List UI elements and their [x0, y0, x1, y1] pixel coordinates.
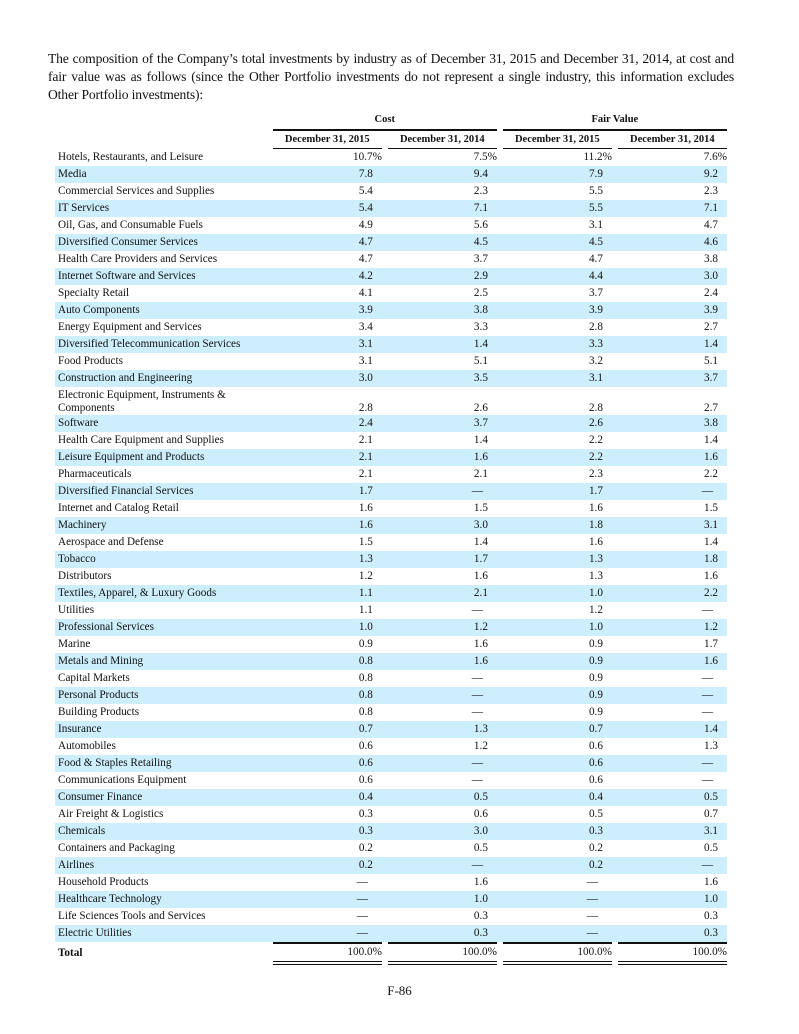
value-fv-2014: —	[618, 483, 727, 500]
value-fv-2014: 0.3	[618, 925, 727, 942]
value-fv-2014: 2.7	[704, 321, 718, 333]
table-row	[55, 585, 727, 602]
value-cost-2015: 4.9	[358, 219, 373, 231]
value-fv-2014: —	[618, 857, 727, 874]
table-row	[55, 891, 727, 908]
value-cost-2015: 2.4	[273, 415, 382, 432]
value-cost-2015: 1.3	[273, 551, 382, 568]
value-cost-2015: 1.6	[273, 517, 382, 534]
table-row	[55, 483, 727, 500]
table-row	[55, 166, 727, 183]
table-row	[55, 908, 727, 925]
industry-label: Chemicals	[55, 823, 273, 840]
value-fv-2014: 7.6%	[703, 151, 727, 163]
value-fv-2014: —	[701, 706, 713, 718]
industry-label: Machinery	[55, 517, 273, 534]
value-cost-2015: 1.1	[273, 585, 382, 602]
industry-label: Health Care Equipment and Supplies	[58, 434, 224, 446]
value-cost-2014: 9.4	[388, 166, 497, 183]
table-row	[55, 653, 727, 670]
industry-label: Software	[55, 415, 273, 432]
value-cost-2014: 1.6	[473, 876, 488, 888]
value-fv-2014: 2.3	[704, 185, 718, 197]
value-fv-2015: 1.0	[503, 619, 612, 636]
value-fv-2014: 3.7	[618, 370, 727, 387]
table-row	[55, 370, 727, 387]
value-fv-2014: 1.4	[704, 434, 718, 446]
value-cost-2014: 1.6	[473, 638, 488, 650]
industry-label: Internet and Catalog Retail	[58, 502, 179, 514]
value-cost-2015: 4.1	[358, 287, 373, 299]
table-row	[55, 302, 727, 319]
value-cost-2015: 1.6	[358, 502, 373, 514]
value-cost-2015: 3.9	[273, 302, 382, 319]
table-row	[55, 636, 727, 653]
value-fv-2015: 3.2	[588, 355, 603, 367]
table-row	[55, 319, 727, 336]
column-header-fv-2014: December 31, 2014	[618, 131, 727, 149]
value-fv-2015: 2.8	[588, 321, 603, 333]
value-fv-2015: 0.3	[503, 823, 612, 840]
value-fv-2015: 2.3	[588, 468, 603, 480]
table-row	[55, 234, 727, 251]
value-cost-2015: 5.4	[273, 200, 382, 217]
value-cost-2015: 0.9	[358, 638, 373, 650]
value-cost-2014: —	[471, 774, 483, 786]
value-cost-2014: —	[471, 672, 483, 684]
industry-label: Household Products	[58, 876, 149, 888]
value-fv-2015: 0.9	[503, 687, 612, 704]
value-fv-2014: 4.6	[618, 234, 727, 251]
total-row	[55, 942, 727, 965]
value-fv-2014: 0.7	[704, 808, 718, 820]
table-row	[55, 449, 727, 466]
table-row	[55, 500, 727, 517]
table-row	[55, 251, 727, 268]
value-fv-2014: 1.4	[618, 336, 727, 353]
industry-label: Metals and Mining	[55, 653, 273, 670]
value-fv-2015: —	[503, 891, 612, 908]
value-fv-2014: —	[618, 755, 727, 772]
value-cost-2015: 1.1	[358, 604, 373, 616]
table-row	[55, 925, 727, 942]
table-row	[55, 534, 727, 551]
value-fv-2015: 1.6	[588, 502, 603, 514]
value-cost-2014: 7.5%	[473, 151, 497, 163]
value-fv-2014: 3.9	[618, 302, 727, 319]
value-cost-2014: 1.4	[473, 434, 488, 446]
value-fv-2014: 9.2	[618, 166, 727, 183]
value-fv-2014: 1.6	[704, 876, 718, 888]
industry-label: Capital Markets	[58, 672, 130, 684]
value-cost-2015: 2.1	[273, 449, 382, 466]
value-cost-2015: 0.2	[358, 842, 373, 854]
value-cost-2015: —	[356, 876, 368, 888]
value-fv-2015: —	[503, 925, 612, 942]
value-fv-2014: 2.2	[618, 585, 727, 602]
value-cost-2015: 0.6	[358, 740, 373, 752]
value-fv-2015: 1.7	[503, 483, 612, 500]
industry-label: Personal Products	[55, 687, 273, 704]
value-fv-2015: 0.4	[503, 789, 612, 806]
value-cost-2014: —	[471, 604, 483, 616]
value-fv-2014: 1.5	[704, 502, 718, 514]
column-header-cost-2014: December 31, 2014	[388, 131, 497, 149]
industry-label: Media	[55, 166, 273, 183]
value-cost-2015: 0.3	[273, 823, 382, 840]
industry-label: Building Products	[58, 706, 140, 718]
value-cost-2015: 2.1	[358, 468, 373, 480]
value-fv-2015: 2.6	[503, 415, 612, 432]
value-cost-2015: 5.4	[358, 185, 373, 197]
value-cost-2015: 0.4	[273, 789, 382, 806]
value-cost-2014: 1.3	[388, 721, 497, 738]
value-cost-2015: —	[273, 891, 382, 908]
value-fv-2015: 0.5	[588, 808, 603, 820]
value-cost-2015: —	[356, 910, 368, 922]
value-fv-2014: 3.0	[618, 268, 727, 285]
value-cost-2015: 1.7	[273, 483, 382, 500]
value-cost-2015: 0.8	[273, 653, 382, 670]
value-fv-2015: 0.9	[588, 672, 603, 684]
value-cost-2015: 0.7	[273, 721, 382, 738]
group-header-cost	[273, 111, 497, 128]
value-fv-2015: 1.6	[588, 536, 603, 548]
value-cost-2014: 2.1	[388, 585, 497, 602]
value-cost-2014: 1.6	[473, 570, 488, 582]
value-fv-2014: 1.6	[704, 570, 718, 582]
value-fv-2015: 0.6	[588, 740, 603, 752]
value-fv-2015: 5.5	[588, 185, 603, 197]
value-fv-2014: 2.2	[704, 468, 718, 480]
table-row	[55, 568, 727, 585]
value-fv-2014: 1.3	[704, 740, 718, 752]
value-cost-2015: 0.8	[358, 706, 373, 718]
table-row	[55, 217, 727, 234]
value-fv-2014: —	[701, 672, 713, 684]
value-cost-2015: 1.0	[273, 619, 382, 636]
value-fv-2015: 3.3	[503, 336, 612, 353]
table-body	[55, 149, 727, 942]
value-fv-2015: 0.2	[588, 842, 603, 854]
value-fv-2015: 7.9	[503, 166, 612, 183]
table-row	[55, 432, 727, 449]
value-fv-2015: 0.9	[588, 638, 603, 650]
value-cost-2014: —	[388, 687, 497, 704]
value-cost-2014: 5.6	[473, 219, 488, 231]
value-cost-2014: 3.5	[388, 370, 497, 387]
value-cost-2014: 1.6	[388, 653, 497, 670]
value-cost-2014: 3.0	[388, 517, 497, 534]
value-fv-2014: 5.1	[704, 355, 718, 367]
group-header-fair-value	[503, 111, 727, 128]
value-fv-2014: 1.0	[618, 891, 727, 908]
value-cost-2015: 10.7%	[352, 151, 382, 163]
value-cost-2014: 7.1	[388, 200, 497, 217]
value-fv-2015: 4.5	[503, 234, 612, 251]
value-fv-2015: —	[586, 876, 598, 888]
group-header-cost-label: Cost	[374, 114, 395, 125]
value-cost-2015: —	[273, 925, 382, 942]
value-cost-2015: 2.8	[358, 402, 373, 414]
value-cost-2014: 2.1	[473, 468, 488, 480]
value-cost-2014: 0.3	[473, 910, 488, 922]
value-cost-2015: 7.8	[273, 166, 382, 183]
value-cost-2014: —	[388, 857, 497, 874]
total-cost-2015: 100.0%	[273, 942, 382, 965]
table-row	[55, 755, 727, 772]
value-cost-2014: 3.7	[473, 253, 488, 265]
value-cost-2015: 0.8	[358, 672, 373, 684]
value-cost-2014: 1.6	[388, 449, 497, 466]
value-cost-2015: 4.2	[273, 268, 382, 285]
value-fv-2014: —	[701, 604, 713, 616]
industry-label: Hotels, Restaurants, and Leisure	[58, 151, 204, 163]
value-cost-2014: 5.1	[473, 355, 488, 367]
value-cost-2014: 3.8	[388, 302, 497, 319]
industry-label: Utilities	[58, 604, 95, 616]
industry-label: Air Freight & Logistics	[58, 808, 164, 820]
industry-label: Specialty Retail	[58, 287, 130, 299]
value-fv-2015: 2.2	[503, 449, 612, 466]
value-fv-2014: 3.8	[704, 253, 718, 265]
industry-label: Aerospace and Defense	[58, 536, 164, 548]
industry-label: Oil, Gas, and Consumable Fuels	[58, 219, 203, 231]
intro-paragraph: The composition of the Company’s total investments by industry as of December 31, 2015 and December 31, 2014, at cost and fair value was as follows (since the Other Portfolio investments do not represent a single industry, this information excludes Other Portfolio investments):	[48, 51, 734, 102]
value-cost-2015: 0.6	[358, 774, 373, 786]
value-cost-2014: 1.0	[388, 891, 497, 908]
table-row	[55, 353, 727, 370]
industry-label: Food Products	[58, 355, 123, 367]
value-cost-2014: 3.3	[473, 321, 488, 333]
value-fv-2014: 4.7	[704, 219, 718, 231]
value-fv-2015: 2.2	[588, 434, 603, 446]
table-row	[55, 840, 727, 857]
value-fv-2015: 3.9	[503, 302, 612, 319]
investments-by-industry-table	[55, 111, 727, 965]
table-row	[55, 619, 727, 636]
value-fv-2014: 2.4	[704, 287, 718, 299]
total-cost-2014: 100.0%	[388, 942, 497, 965]
table-row	[55, 721, 727, 738]
value-fv-2014: 1.7	[704, 638, 718, 650]
value-fv-2015: 3.7	[588, 287, 603, 299]
table-row	[55, 772, 727, 789]
table-row	[55, 704, 727, 721]
industry-label: Insurance	[55, 721, 273, 738]
value-fv-2015: 1.0	[503, 585, 612, 602]
value-fv-2015: 0.6	[588, 774, 603, 786]
value-cost-2015: 3.1	[358, 355, 373, 367]
industry-label: Diversified Financial Services	[55, 483, 273, 500]
table-row	[55, 517, 727, 534]
value-fv-2015: 0.9	[588, 706, 603, 718]
value-fv-2015: 0.2	[503, 857, 612, 874]
value-fv-2015: 5.5	[503, 200, 612, 217]
industry-label: Pharmaceuticals	[58, 468, 132, 480]
value-cost-2014: 0.6	[473, 808, 488, 820]
value-fv-2014: 2.7	[704, 402, 718, 414]
value-fv-2015: 11.2%	[583, 151, 612, 163]
value-cost-2014: 3.0	[388, 823, 497, 840]
value-cost-2014: 1.4	[388, 336, 497, 353]
value-fv-2014: 1.2	[618, 619, 727, 636]
value-cost-2014: —	[471, 706, 483, 718]
value-fv-2014: 3.8	[618, 415, 727, 432]
value-cost-2015: 1.5	[358, 536, 373, 548]
industry-label: Marine	[58, 638, 91, 650]
value-fv-2014: 1.4	[704, 536, 718, 548]
value-fv-2014: —	[618, 687, 727, 704]
industry-label: Textiles, Apparel, & Luxury Goods	[55, 585, 273, 602]
value-cost-2015: 3.1	[273, 336, 382, 353]
industry-label: Leisure Equipment and Products	[55, 449, 273, 466]
value-fv-2014: 3.1	[618, 517, 727, 534]
value-cost-2014: 1.5	[473, 502, 488, 514]
value-cost-2015: 0.8	[273, 687, 382, 704]
column-header-industry	[55, 131, 273, 149]
page-number: F-86	[387, 983, 412, 998]
table-row	[55, 874, 727, 891]
industry-label: Internet Software and Services	[55, 268, 273, 285]
value-cost-2014: 3.7	[388, 415, 497, 432]
value-cost-2014: 2.3	[473, 185, 488, 197]
industry-label: Distributors	[58, 570, 112, 582]
table-row	[55, 670, 727, 687]
industry-label: Health Care Providers and Services	[58, 253, 218, 265]
industry-label: Tobacco	[55, 551, 273, 568]
industry-label: Consumer Finance	[55, 789, 273, 806]
value-fv-2015: 3.1	[588, 219, 603, 231]
value-fv-2014: 1.8	[618, 551, 727, 568]
total-label: Total	[58, 947, 83, 959]
value-cost-2015: 2.1	[358, 434, 373, 446]
industry-label: Commercial Services and Supplies	[58, 185, 215, 197]
value-fv-2015: 1.3	[503, 551, 612, 568]
industry-label: Life Sciences Tools and Services	[58, 910, 206, 922]
value-cost-2014: 1.7	[388, 551, 497, 568]
table-row	[55, 149, 727, 166]
value-fv-2014: 0.5	[704, 842, 718, 854]
value-cost-2014: 2.9	[388, 268, 497, 285]
industry-label: Energy Equipment and Services	[58, 321, 202, 333]
value-fv-2015: 3.1	[503, 370, 612, 387]
value-cost-2014: 1.2	[388, 619, 497, 636]
value-fv-2015: 1.2	[588, 604, 603, 616]
industry-label: Airlines	[55, 857, 273, 874]
value-fv-2014: 7.1	[618, 200, 727, 217]
industry-label: Professional Services	[55, 619, 273, 636]
value-fv-2015: —	[586, 910, 598, 922]
value-fv-2014: 1.4	[618, 721, 727, 738]
value-fv-2015: 0.9	[503, 653, 612, 670]
value-fv-2015: 4.7	[588, 253, 603, 265]
value-fv-2015: 1.8	[503, 517, 612, 534]
value-cost-2015: 4.7	[358, 253, 373, 265]
group-header-row	[55, 111, 727, 128]
table-row	[55, 268, 727, 285]
value-cost-2014: —	[388, 483, 497, 500]
table-row	[55, 183, 727, 200]
column-header-cost-2015: December 31, 2015	[273, 131, 382, 149]
table-row	[55, 823, 727, 840]
value-cost-2014: 4.5	[388, 234, 497, 251]
value-fv-2014: 0.3	[704, 910, 718, 922]
value-fv-2014: 0.5	[618, 789, 727, 806]
industry-label: Construction and Engineering	[55, 370, 273, 387]
group-header-fair-value-label: Fair Value	[591, 114, 639, 125]
value-cost-2014: 0.5	[473, 842, 488, 854]
industry-label: Containers and Packaging	[58, 842, 175, 854]
value-cost-2015: 3.0	[273, 370, 382, 387]
value-cost-2015: 0.6	[273, 755, 382, 772]
total-fv-2015: 100.0%	[503, 942, 612, 965]
value-cost-2015: 0.2	[273, 857, 382, 874]
industry-label: Diversified Consumer Services	[55, 234, 273, 251]
industry-label: Diversified Telecommunication Services	[55, 336, 273, 353]
industry-label: Auto Components	[55, 302, 273, 319]
table-row	[55, 738, 727, 755]
industry-label: Electronic Equipment, Instruments & Components	[58, 389, 226, 414]
value-fv-2015: 1.3	[588, 570, 603, 582]
value-fv-2015: 0.6	[503, 755, 612, 772]
industry-label: Food & Staples Retailing	[55, 755, 273, 772]
value-fv-2014: 3.1	[618, 823, 727, 840]
value-fv-2015: 0.7	[503, 721, 612, 738]
value-fv-2014: 1.6	[618, 449, 727, 466]
header-spacer	[55, 111, 273, 128]
value-cost-2014: —	[388, 755, 497, 772]
table-row	[55, 857, 727, 874]
total-fv-2014: 100.0%	[618, 942, 727, 965]
industry-label: Healthcare Technology	[55, 891, 273, 908]
table-row	[55, 806, 727, 823]
value-fv-2015: 2.8	[588, 402, 603, 414]
industry-label: Communications Equipment	[58, 774, 187, 786]
value-cost-2014: 1.4	[473, 536, 488, 548]
table-row	[55, 602, 727, 619]
table-row	[55, 551, 727, 568]
industry-label: Electric Utilities	[55, 925, 273, 942]
value-cost-2014: 0.3	[388, 925, 497, 942]
table-row	[55, 200, 727, 217]
table-row	[55, 466, 727, 483]
table-row	[55, 285, 727, 302]
industry-label: Automobiles	[58, 740, 116, 752]
industry-label: IT Services	[55, 200, 273, 217]
value-cost-2014: 2.5	[473, 287, 488, 299]
value-cost-2015: 0.3	[358, 808, 373, 820]
column-header-row	[55, 131, 727, 149]
value-cost-2015: 4.7	[273, 234, 382, 251]
value-cost-2014: 0.5	[388, 789, 497, 806]
table-row	[55, 415, 727, 432]
column-header-fv-2015: December 31, 2015	[503, 131, 612, 149]
table-row	[55, 336, 727, 353]
value-fv-2015: 4.4	[503, 268, 612, 285]
value-fv-2014: 1.6	[618, 653, 727, 670]
table-row	[55, 687, 727, 704]
value-cost-2014: 2.6	[473, 402, 488, 414]
table-row	[55, 789, 727, 806]
value-cost-2015: 1.2	[358, 570, 373, 582]
value-cost-2015: 3.4	[358, 321, 373, 333]
table-row	[55, 387, 727, 415]
value-cost-2014: 1.2	[473, 740, 488, 752]
value-fv-2014: —	[701, 774, 713, 786]
